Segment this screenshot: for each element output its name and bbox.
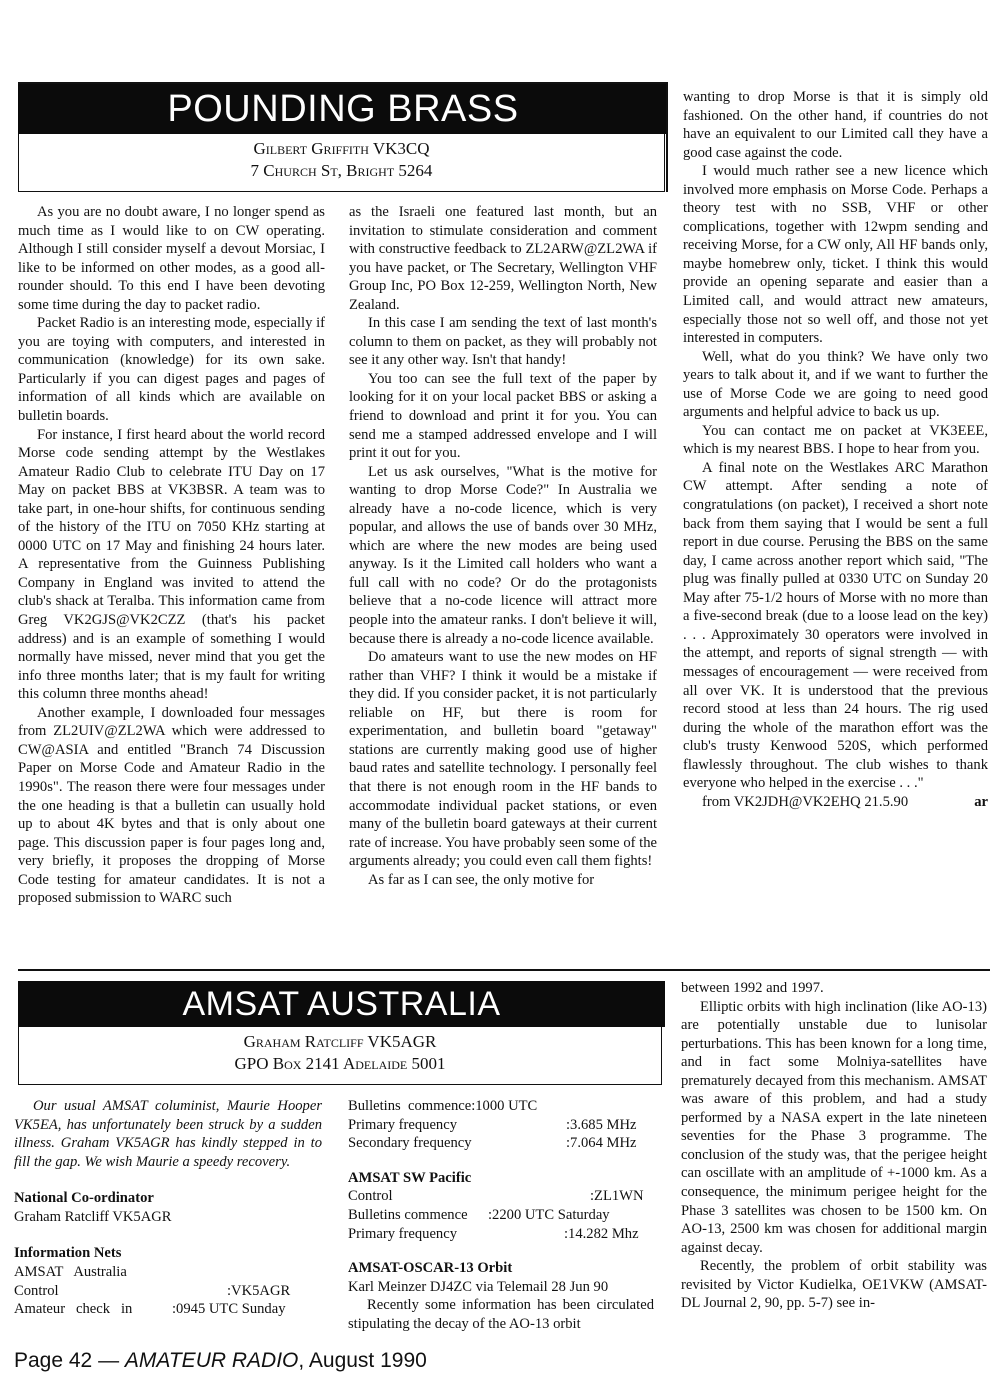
coord-name-row xyxy=(14,1208,322,1227)
primary-row xyxy=(348,1116,654,1135)
sw-bulletins-label: Bulletins commence xyxy=(348,1206,468,1223)
check-label: Amateur check in xyxy=(14,1301,133,1318)
footer-date: , August 1990 xyxy=(298,1349,427,1372)
oscar-text: Recently some information has been circulated stipulating the decay of the AO-13 orbit xyxy=(348,1297,654,1332)
secondary-row xyxy=(348,1134,654,1153)
control-value: :VK5AGR xyxy=(227,1282,291,1299)
paragraph: For instance, I first heard about the world record Morse code sending attempt by the Westlakes Amateur Radio Club to celebrate ITU Day on 17 May on packet BBS at VK3BSR. A team was to take part, in one-hour shifts, for continuous sending of the history of the ITU on 7050 KHz starting at 0000 UTC on 17 May and finishing 24 hours later. A representative from the Guinness Publishing Company in England was invited to attend the club's shack at Teralba. This information came from Greg VK2GJS@VK2CZZ (that's his packet address) and is an example of something I would normally have missed, never mind that you get the info three months later; that is my fault for writing this column three months ahead! xyxy=(18,426,325,703)
secondary-label: Secondary frequency xyxy=(348,1135,472,1152)
paragraph: As far as I can see, the only motive for xyxy=(368,871,595,888)
pounding-brass-column-3 xyxy=(683,88,988,811)
pounding-brass-author: Gilbert Griffith VK3CQ xyxy=(253,139,430,158)
control-row xyxy=(14,1282,322,1301)
paragraph: I would much rather see a new licence which involved more emphasis on Morse Code. Perhaps a theory test with no SSB, VHF or other complications, together with 12wpm sending and receiving Morse, for a CW only, All HF bands only, maybe homebrew only, ticket. I think this would provide an opening separate and easier than a Limited call, and would attract new amateurs, especially those not so well off, and those not yet interested in computers. xyxy=(683,163,988,347)
oscar-heading: AMSAT-OSCAR-13 Orbit xyxy=(348,1260,513,1277)
nets-row xyxy=(14,1263,322,1282)
bulletins-row xyxy=(348,1097,654,1116)
check-row xyxy=(14,1300,322,1319)
amsat-author: Graham Ratcliff VK5AGR xyxy=(243,1032,437,1051)
paragraph: Well, what do you think? We have only two years to talk about it, and if we want to further the use of Morse Code we are going to need good arguments and helpful advice to back us up. xyxy=(683,348,988,421)
control-label: Control xyxy=(14,1282,59,1299)
signoff: from VK2JDH@VK2EHQ 21.5.90 xyxy=(702,793,909,810)
paragraph: You can contact me on packet at VK3EEE, which is my nearest BBS. I hope to hear from you. xyxy=(683,422,988,458)
end-mark: ar xyxy=(974,793,988,810)
oscar-source-row xyxy=(348,1278,654,1297)
check-value: :0945 UTC Sunday xyxy=(172,1301,286,1318)
paragraph: between 1992 and 1997. xyxy=(681,980,824,996)
pounding-brass-address: 7 Church St, Bright 5264 xyxy=(250,161,433,180)
pounding-brass-column-1 xyxy=(18,203,325,908)
paragraph: as the Israeli one featured last month, but an invitation to stimulate consideration and comment with constructive feedback to ZL2ARW@ZL2WA if you have packet, or The Secretary, Wellington VHF Group Inc, PO Box 12-259, Wellington North, New Zealand. xyxy=(349,204,657,313)
amsat-column-2 xyxy=(348,1097,654,1333)
nets-heading: Information Nets xyxy=(14,1245,122,1262)
sw-control-row xyxy=(348,1187,654,1206)
paragraph: wanting to drop Morse is that it is simply old fashioned. On the other hand, if countries do not have an equivalent to our Limited call they have a good case against the code. xyxy=(683,89,988,161)
coord-heading: National Co-ordinator xyxy=(14,1190,154,1207)
coord-name: Graham Ratcliff VK5AGR xyxy=(14,1208,172,1225)
pounding-brass-column-divider xyxy=(666,84,668,192)
amsat-address: GPO Box 2141 Adelaide 5001 xyxy=(234,1054,446,1073)
sw-primary-label: Primary frequency xyxy=(348,1225,458,1242)
paragraph: Let us ask ourselves, "What is the motive for wanting to drop Morse Code?" In Australia we already have a no-code licence, which is very popular, and allows the use of bands over 30 MHz, which are where the new modes are being used anyway. Is it the Limited call holders who want a full call with no code? Or do the protagonists believe that a no-code licence will attract more people into the amateur ranks. I don't believe it will, because there is already a no-code licence available. xyxy=(349,463,657,647)
paragraph: In this case I am sending the text of last month's column to them on packet, as they will probably not see it any other way. Isn't that handy! xyxy=(349,315,657,369)
amsat-intro: Our usual AMSAT columinist, Maurie Hooper VK5EA, has unfortunately been struck by a sudden illness. Graham VK5AGR has kindly stepped in to fill the gap. We wish Maurie a speedy recovery. xyxy=(14,1098,322,1170)
amsat-column-1 xyxy=(14,1097,322,1319)
amsat-title: AMSAT AUSTRALIA xyxy=(182,985,501,1023)
secondary-value: :7.064 MHz xyxy=(566,1135,637,1152)
paragraph: You too can see the full text of the paper by looking for it on your local packet BBS or asking a friend to download and print it for you. You can send me a stamped addressed envelope and I will print it out for you. xyxy=(349,370,657,462)
sw-primary-value: :14.282 Mhz xyxy=(564,1225,639,1242)
amsat-banner xyxy=(18,981,665,1027)
paragraph: As you are no doubt aware, I no longer spend as much time as I would like to on CW operating. Although I still consider myself a devout Morsiac, I like to be informed on other modes, as a good all-rounder should. To this end I have been devoting some time during the day to packet radio. xyxy=(18,204,325,313)
amsat-byline xyxy=(18,1027,662,1085)
sw-bulletins-value: :2200 UTC Saturday xyxy=(488,1206,610,1223)
nets-line: AMSAT Australia xyxy=(14,1263,127,1280)
primary-label: Primary frequency xyxy=(348,1116,458,1133)
section-divider xyxy=(18,969,990,971)
page-footer xyxy=(14,1348,614,1374)
signoff-row xyxy=(683,793,988,812)
pounding-brass-banner xyxy=(18,84,668,134)
sw-control-label: Control xyxy=(348,1188,393,1205)
pounding-brass-byline xyxy=(18,134,665,192)
paragraph: Recently, the problem of orbit stability was revisited by Victor Kudielka, OE1VKW (AMSAT-DL Journal 2, 90, pp. 5-7) see in- xyxy=(681,1258,987,1312)
sw-bulletins-row xyxy=(348,1206,654,1225)
paragraph: Elliptic orbits with high inclination (like AO-13) are potentially unstable due to lunisolar perturbations. This has been known for a long time, and in fact some Molniya-satellites have prematurely decayed from this mechanism. AMSAT was aware of this problem, and had a study performed by a NASA expert in the late nineteen seventies for the Phase 3 programme. The conclusion of the study was, that the perigee height can oscillate with an amplitude of +-1000 km. As a consequence, the minimum perigee height for the Phase 3 satellites was chosen to be 1500 km. On AO-13, 2500 km was chosen for additional margin against decay. xyxy=(681,998,987,1256)
paragraph: Packet Radio is an interesting mode, especially if you are toying with computers, and interested in communication (knowledge) for its own sake. Particularly if you can digest pages and pages of information of all kinds which are available on bulletin boards. xyxy=(18,315,325,425)
paragraph: A final note on the Westlakes ARC Marathon CW attempt. After sending a note of congratulations (on packet), I received a short note back from them saying that I would be sent a full report in due course. Perusing the BBS on the same day, I came across another report which said, "The plug was finally pulled at 0330 UTC on Sunday 20 May after 75-1/2 hours of Morse with no more than a five-second break (due to a loose lead on the key) . . . Approximately 30 operators were involved in the attempt, and reports of signal strength — with messages of encouragement — were received from all over VK. It is understood that the previous record stood at less than 24 hours. The rig used during the whole of the marathon effort was the club's trusty Kenwood 520S, which performed flawlessly throughout. The club wishes to thank everyone who helped in the exercise . . ." xyxy=(683,459,988,792)
pounding-brass-title: POUNDING BRASS xyxy=(167,88,519,130)
sw-control-value: :ZL1WN xyxy=(590,1188,644,1205)
pounding-brass-column-2 xyxy=(349,203,657,889)
bulletins-line: Bulletins commence:1000 UTC xyxy=(348,1098,538,1114)
sw-primary-row xyxy=(348,1225,654,1244)
oscar-source: Karl Meinzer DJ4ZC via Telemail 28 Jun 90 xyxy=(348,1278,609,1295)
sw-heading: AMSAT SW Pacific xyxy=(348,1169,472,1186)
amsat-column-3 xyxy=(681,979,987,1313)
primary-value: :3.685 MHz xyxy=(566,1116,637,1133)
paragraph: Another example, I downloaded four messages from ZL2UIV@ZL2WA which were addressed to CW@ASIA and entitled "Branch 74 Discussion Paper on Morse Code and Amateur Radio in the 1990s". The reason there were four messages under the one heading is that a bulletin can usually hold up to about 4K bytes and that is only about one page. This discussion paper is four pages long and, very briefly, it proposes the dropping of Morse Code testing for amateur candidates. It is not a proposed submission to WARC such xyxy=(18,704,325,907)
footer-magazine: AMATEUR RADIO xyxy=(124,1349,299,1372)
paragraph: Do amateurs want to use the new modes on HF rather than VHF? I think it would be a mistake if they did. If you consider packet, it is not particularly reliable on HF, but there is room for experimentation, and bulletin board "getaway" stations are currently making good use of higher baud rates and satellite technology. I personally feel that there is not enough room in the HF bands to accommodate individual packet stations, or even many of the bulletin board gateways at their current rate of increase. You have probably seen some of the arguments already; you could even call them fights! xyxy=(349,649,657,870)
footer-page: Page 42 — xyxy=(14,1349,125,1372)
